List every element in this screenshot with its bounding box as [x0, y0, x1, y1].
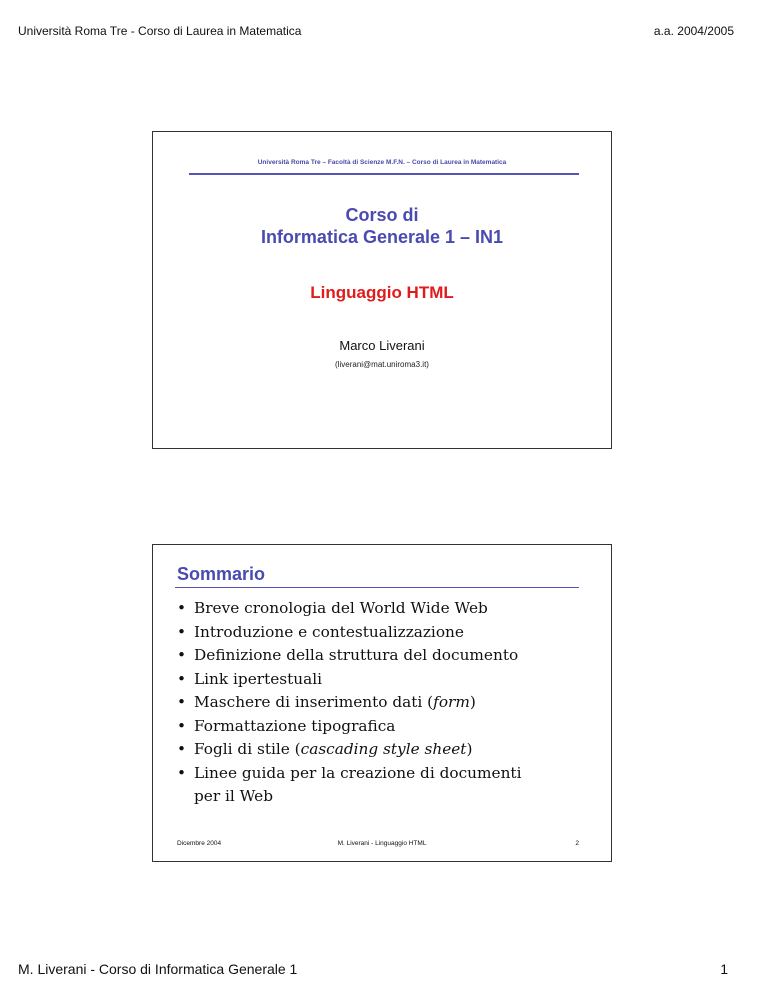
- list-item-emphasis: form: [433, 693, 470, 711]
- bullet-icon: •: [177, 716, 187, 735]
- bullet-icon: •: [177, 669, 187, 688]
- list-item: [177, 597, 521, 621]
- list-item-text-post: ): [469, 693, 476, 711]
- list-item-text: Definizione della struttura del documento: [194, 646, 519, 664]
- page-footer-left: M. Liverani - Corso di Informatica Generale 1: [18, 961, 298, 977]
- title-rule: [175, 587, 579, 588]
- bullet-icon: •: [177, 693, 187, 711]
- bullet-icon: •: [177, 599, 187, 617]
- bullet-icon: •: [177, 646, 187, 664]
- slide-footer-date: Dicembre 2004: [177, 840, 222, 847]
- list-item: [177, 738, 521, 762]
- title-slide: [152, 131, 612, 449]
- list-item: [177, 762, 521, 809]
- slide-footer-title: M. Liverani - Linguaggio HTML: [337, 840, 427, 847]
- summary-slide: [152, 544, 612, 862]
- list-item-emphasis: cascading style sheet: [300, 740, 467, 758]
- list-item-text: Introduzione e contestualizzazione: [194, 622, 464, 641]
- header-rule: [189, 173, 579, 175]
- slide-page-number: 2: [575, 840, 579, 847]
- summary-title: Sommario: [177, 564, 266, 584]
- page-number: 1: [720, 961, 728, 977]
- page-header-left: Università Roma Tre - Corso di Laurea in Matematica: [18, 24, 302, 38]
- bullet-icon: •: [177, 740, 187, 758]
- lecture-subtitle: Linguaggio HTML: [310, 283, 454, 302]
- list-item-text-line1: Linee guida per la creazione di documenti: [194, 763, 522, 782]
- bullet-icon: •: [177, 763, 187, 782]
- page-header-right: a.a. 2004/2005: [653, 24, 734, 38]
- author-name: Marco Liverani: [339, 338, 425, 353]
- list-item-text: Link ipertestuali: [194, 669, 323, 688]
- list-item: [177, 691, 521, 715]
- list-item-text-pre: Fogli di stile (: [194, 740, 301, 758]
- list-item-text-post: ): [466, 740, 473, 758]
- bullet-icon: •: [177, 622, 187, 641]
- list-item: [177, 715, 521, 739]
- list-item: [177, 644, 521, 668]
- summary-list: [177, 597, 521, 809]
- course-title-line2: Informatica Generale 1 – IN1: [260, 227, 504, 247]
- list-item: [177, 621, 521, 645]
- list-item-text-line2: per il Web: [194, 787, 273, 805]
- list-item: [177, 668, 521, 692]
- slide-header-text: Università Roma Tre – Facoltà di Scienze M.F.N. – Corso di Laurea in Matematica: [257, 159, 507, 166]
- course-title: [153, 204, 611, 248]
- author-email: (liverani@mat.uniroma3.it): [335, 360, 429, 369]
- list-item-text: Formattazione tipografica: [194, 716, 396, 735]
- course-title-line1: Corso di: [345, 205, 419, 225]
- list-item-text-pre: Maschere di inserimento dati (: [194, 693, 434, 711]
- list-item-text: Breve cronologia del World Wide Web: [194, 599, 488, 617]
